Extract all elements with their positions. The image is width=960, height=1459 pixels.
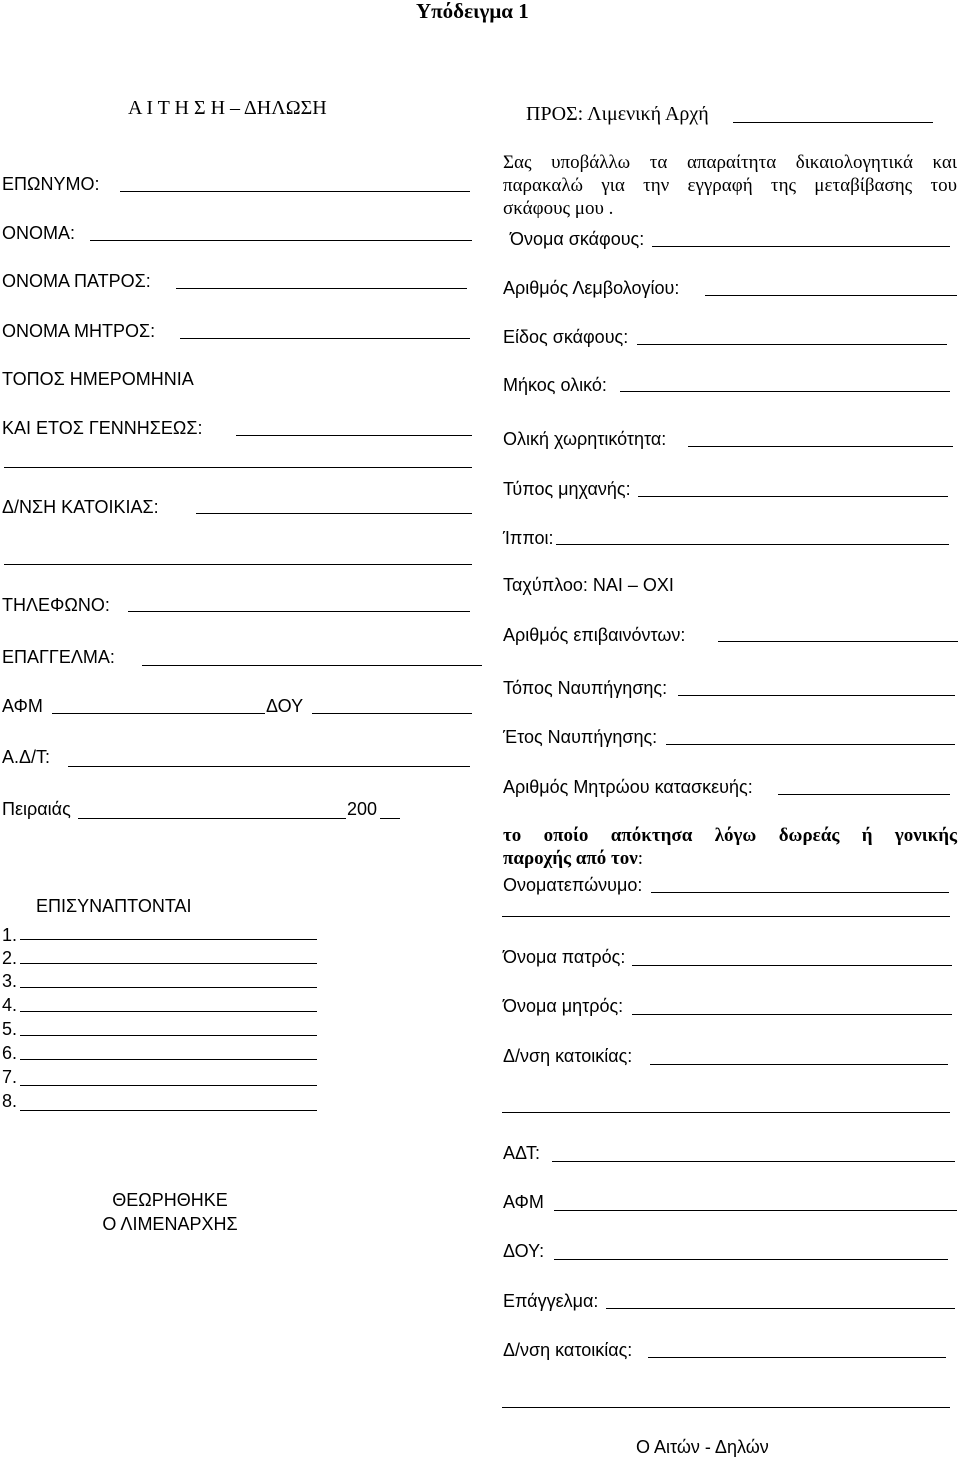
- form-title: Α Ι Τ Η Σ Η – ΔΗΛΩΣΗ: [128, 97, 327, 119]
- vessel-type-label: Είδος σκάφους:: [503, 327, 629, 347]
- attachment-number: 6.: [2, 1043, 18, 1063]
- surname-label: ΕΠΩΝΥΜΟ:: [2, 174, 100, 194]
- builder-registry-label: Αριθμός Μητρώου κατασκευής:: [503, 777, 753, 797]
- donor-afm-input-line[interactable]: [554, 1210, 957, 1211]
- donor-name-input-line[interactable]: [651, 892, 949, 893]
- birth-place-extra-line[interactable]: [4, 467, 472, 468]
- length-label: Μήκος ολικό:: [503, 375, 607, 395]
- passengers-label: Αριθμός επιβαινόντων:: [503, 625, 686, 645]
- donor-mother-input-line[interactable]: [632, 1014, 952, 1015]
- attachment-line[interactable]: [20, 963, 317, 964]
- passengers-input-line[interactable]: [718, 641, 958, 642]
- donor-address-extra-line[interactable]: [502, 1112, 950, 1113]
- recipient-line[interactable]: [733, 122, 933, 123]
- attachment-number: 2.: [2, 948, 18, 968]
- registry-number-label: Αριθμός Λεμβολογίου:: [503, 278, 680, 298]
- id-card-label: Α.Δ/Τ:: [2, 747, 51, 767]
- length-input-line[interactable]: [620, 391, 950, 392]
- donor-address-label: Δ/νση κατοικίας:: [503, 1046, 633, 1066]
- donor-father-input-line[interactable]: [632, 965, 952, 966]
- id-card-input-line[interactable]: [68, 766, 470, 767]
- build-place-label: Τόπος Ναυπήγησης:: [503, 678, 668, 698]
- name-label: ΟΝΟΜΑ:: [2, 223, 76, 243]
- donor-name-label: Ονοματεπώνυμο:: [503, 875, 643, 895]
- page-heading: Υπόδειγμα 1: [416, 0, 529, 23]
- builder-registry-input-line[interactable]: [778, 794, 950, 795]
- capacity-label: Ολική χωρητικότητα:: [503, 429, 667, 449]
- birth-place-label-line1: ΤΟΠΟΣ ΗΜΕΡΟΜΗΝΙΑ: [2, 369, 194, 389]
- attachment-number: 5.: [2, 1019, 18, 1039]
- year-input-line[interactable]: [380, 818, 400, 819]
- afm-input-line[interactable]: [52, 713, 265, 714]
- address-extra-line[interactable]: [4, 564, 472, 565]
- address-input-line[interactable]: [196, 513, 472, 514]
- engine-type-input-line[interactable]: [638, 496, 948, 497]
- build-year-label: Έτος Ναυπήγησης:: [503, 727, 658, 747]
- donor-mother-label: Όνομα μητρός:: [503, 996, 624, 1016]
- donor-name-extra-line[interactable]: [502, 916, 950, 917]
- donor-address2-label: Δ/νση κατοικίας:: [503, 1340, 633, 1360]
- donor-profession-input-line[interactable]: [606, 1308, 955, 1309]
- attachment-number: 4.: [2, 995, 18, 1015]
- phone-label: ΤΗΛΕΦΩΝΟ:: [2, 595, 110, 615]
- mother-name-label: ΟΝΟΜΑ ΜΗΤΡΟΣ:: [2, 321, 156, 341]
- phone-input-line[interactable]: [128, 611, 470, 612]
- place-label: Πειραιάς: [2, 799, 71, 819]
- registry-number-input-line[interactable]: [705, 295, 957, 296]
- attachment-number: 1.: [2, 925, 18, 945]
- donor-address2-input-line[interactable]: [648, 1357, 946, 1358]
- attachment-number: 8.: [2, 1091, 18, 1111]
- acquired-line1: το οποίο απόκτησα λόγω δωρεάς ή γονικής: [503, 825, 957, 846]
- build-year-input-line[interactable]: [666, 744, 955, 745]
- recipient-label: ΠΡΟΣ: Λιμενική Αρχή: [526, 103, 709, 125]
- father-name-input-line[interactable]: [176, 288, 467, 289]
- donor-afm-label: ΑΦΜ: [503, 1192, 544, 1212]
- attachment-line[interactable]: [20, 1059, 317, 1060]
- attachment-line[interactable]: [20, 1035, 317, 1036]
- build-place-input-line[interactable]: [678, 695, 955, 696]
- engine-type-label: Τύπος μηχανής:: [503, 479, 631, 499]
- attachment-number: 7.: [2, 1067, 18, 1087]
- vessel-name-input-line[interactable]: [652, 246, 950, 247]
- capacity-input-line[interactable]: [688, 446, 953, 447]
- afm-label: ΑΦΜ: [2, 696, 43, 716]
- mother-name-input-line[interactable]: [180, 338, 470, 339]
- profession-input-line[interactable]: [142, 665, 482, 666]
- name-input-line[interactable]: [90, 240, 472, 241]
- attachment-line[interactable]: [20, 1085, 317, 1086]
- intro-line1: Σας υποβάλλω τα απαραίτητα δικαιολογητικά και: [503, 152, 957, 173]
- vessel-type-input-line[interactable]: [637, 344, 947, 345]
- attachment-line[interactable]: [20, 1011, 317, 1012]
- address-label: Δ/ΝΣΗ ΚΑΤΟΙΚΙΑΣ:: [2, 497, 159, 517]
- donor-address-input-line[interactable]: [650, 1064, 948, 1065]
- father-name-label: ΟΝΟΜΑ ΠΑΤΡΟΣ:: [2, 271, 151, 291]
- doy-input-line[interactable]: [312, 713, 472, 714]
- acquired-line2-wrap: [503, 848, 643, 870]
- attachments-title: ΕΠΙΣΥΝΑΠΤΟΝΤΑΙ: [36, 896, 192, 916]
- approved-line1: ΘΕΩΡΗΘΗΚΕ: [112, 1190, 228, 1210]
- donor-doy-input-line[interactable]: [554, 1259, 948, 1260]
- attachment-line[interactable]: [20, 1110, 317, 1111]
- donor-profession-label: Επάγγελμα:: [503, 1291, 599, 1311]
- acquired-colon: :: [637, 848, 644, 869]
- surname-input-line[interactable]: [120, 191, 470, 192]
- place-date-line[interactable]: [78, 818, 346, 819]
- donor-address2-extra-line[interactable]: [502, 1407, 950, 1408]
- signature-label: Ο Αιτών - Δηλών: [636, 1437, 769, 1457]
- vessel-name-label: Όνομα σκάφους:: [510, 229, 645, 249]
- intro-line2: παρακαλώ για την εγγραφή της μεταβίβασης του: [503, 175, 957, 196]
- year-label: 200: [347, 799, 378, 819]
- birth-place-label-line2: ΚΑΙ ΕΤΟΣ ΓΕΝΝΗΣΕΩΣ:: [2, 418, 203, 438]
- attachment-line[interactable]: [20, 939, 317, 940]
- birth-place-input-line[interactable]: [236, 435, 472, 436]
- approved-line2: Ο ΛΙΜΕΝΑΡΧΗΣ: [102, 1214, 238, 1234]
- fast-boat-option[interactable]: Ταχύπλοο: ΝΑΙ – ΟΧΙ: [503, 575, 674, 595]
- donor-doy-label: ΔΟΥ:: [503, 1241, 545, 1261]
- donor-id-input-line[interactable]: [552, 1161, 955, 1162]
- horsepower-label: Ίπποι:: [503, 528, 554, 548]
- attachment-line[interactable]: [20, 987, 317, 988]
- profession-label: ΕΠΑΓΓΕΛΜΑ:: [2, 647, 115, 667]
- doy-label: ΔΟΥ: [266, 696, 304, 716]
- horsepower-input-line[interactable]: [556, 544, 949, 545]
- attachment-number: 3.: [2, 971, 18, 991]
- donor-id-label: ΑΔΤ:: [503, 1143, 541, 1163]
- intro-line3: σκάφους μου .: [503, 198, 614, 219]
- acquired-line2: παροχής από τον: [503, 848, 638, 869]
- donor-father-label: Όνομα πατρός:: [503, 947, 626, 967]
